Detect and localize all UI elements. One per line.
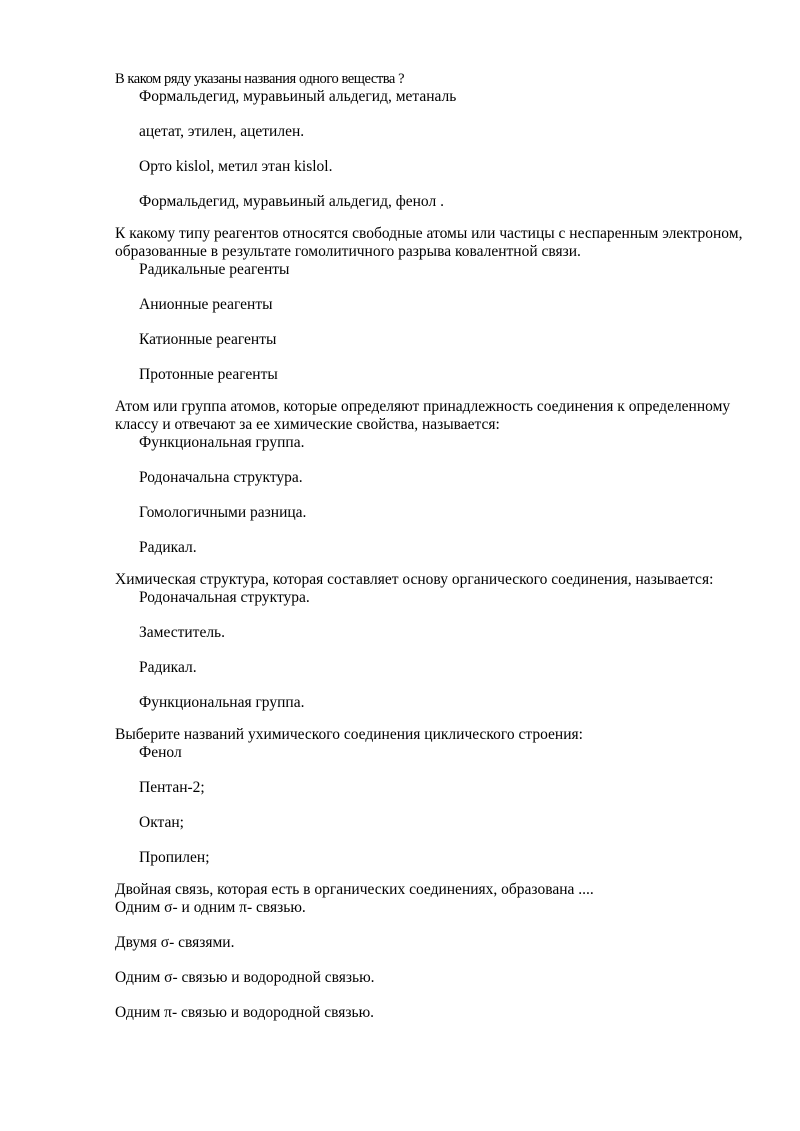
answer-option: Катионные реагенты xyxy=(139,331,277,348)
answer-option: Формальдегид, муравьиный альдегид, фенол . xyxy=(139,193,444,210)
answer-list xyxy=(115,899,755,1022)
question-text: Двойная связь, которая есть в органических соединениях, образована .... xyxy=(115,881,594,898)
question-text: Химическая структура, которая составляет основу органического соединения, называется: xyxy=(115,571,714,588)
answer-option: ацетат, этилен, ацетилен. xyxy=(139,123,305,140)
answer-option: Одним σ- и одним π- связью. xyxy=(115,899,306,916)
question-block-6 xyxy=(115,881,755,1022)
answer-option: Формальдегид, муравьиный альдегид, метаналь xyxy=(139,88,457,105)
question-text: В каком ряду указаны названия одного вещества ? xyxy=(115,71,405,87)
answer-option: Анионные реагенты xyxy=(139,296,273,313)
question-block-3 xyxy=(115,398,755,557)
question-block-5 xyxy=(115,726,755,867)
answer-option: Радикальные реагенты xyxy=(139,261,290,278)
answer-option: Орто kislol, метил этан kislol. xyxy=(139,158,333,175)
answer-option: Функциональная группа. xyxy=(139,694,305,711)
answer-option: Радикал. xyxy=(139,539,197,556)
answer-option: Функциональная группа. xyxy=(139,434,305,451)
question-text: Атом или группа атомов, которые определяют принадлежность соединения к определенному классу и отвечают за ее химические свойства, называется: xyxy=(115,398,731,433)
answer-option: Протонные реагенты xyxy=(139,366,278,383)
answer-list xyxy=(115,88,755,211)
answer-option: Заместитель. xyxy=(139,624,225,641)
answer-list xyxy=(115,744,755,867)
answer-option: Двумя σ- связями. xyxy=(115,934,235,951)
answer-option: Октан; xyxy=(139,814,184,831)
answer-option: Родоначальна структура. xyxy=(139,469,303,486)
answer-option: Фенол xyxy=(139,744,182,761)
answer-option: Пропилен; xyxy=(139,849,210,866)
answer-option: Родоначальная структура. xyxy=(139,589,310,606)
answer-list xyxy=(115,589,755,712)
question-block-2 xyxy=(115,225,755,384)
answer-option: Пентан-2; xyxy=(139,779,205,796)
question-block-1 xyxy=(115,70,755,211)
answer-list xyxy=(115,434,755,557)
document-page xyxy=(115,70,755,1036)
question-block-4 xyxy=(115,571,755,712)
answer-option: Одним σ- связью и водородной связью. xyxy=(115,969,375,986)
question-text: К какому типу реагентов относятся свободные атомы или частицы с неспаренным электроном, образованные в результате гомолитичного разрыва ковалентной связи. xyxy=(115,225,743,260)
answer-option: Гомологичными разница. xyxy=(139,504,307,521)
question-text: Выберите названий ухимического соединения циклического строения: xyxy=(115,726,583,743)
answer-option: Одним π- связью и водородной связью. xyxy=(115,1004,375,1021)
answer-option: Радикал. xyxy=(139,659,197,676)
answer-list xyxy=(115,261,755,384)
